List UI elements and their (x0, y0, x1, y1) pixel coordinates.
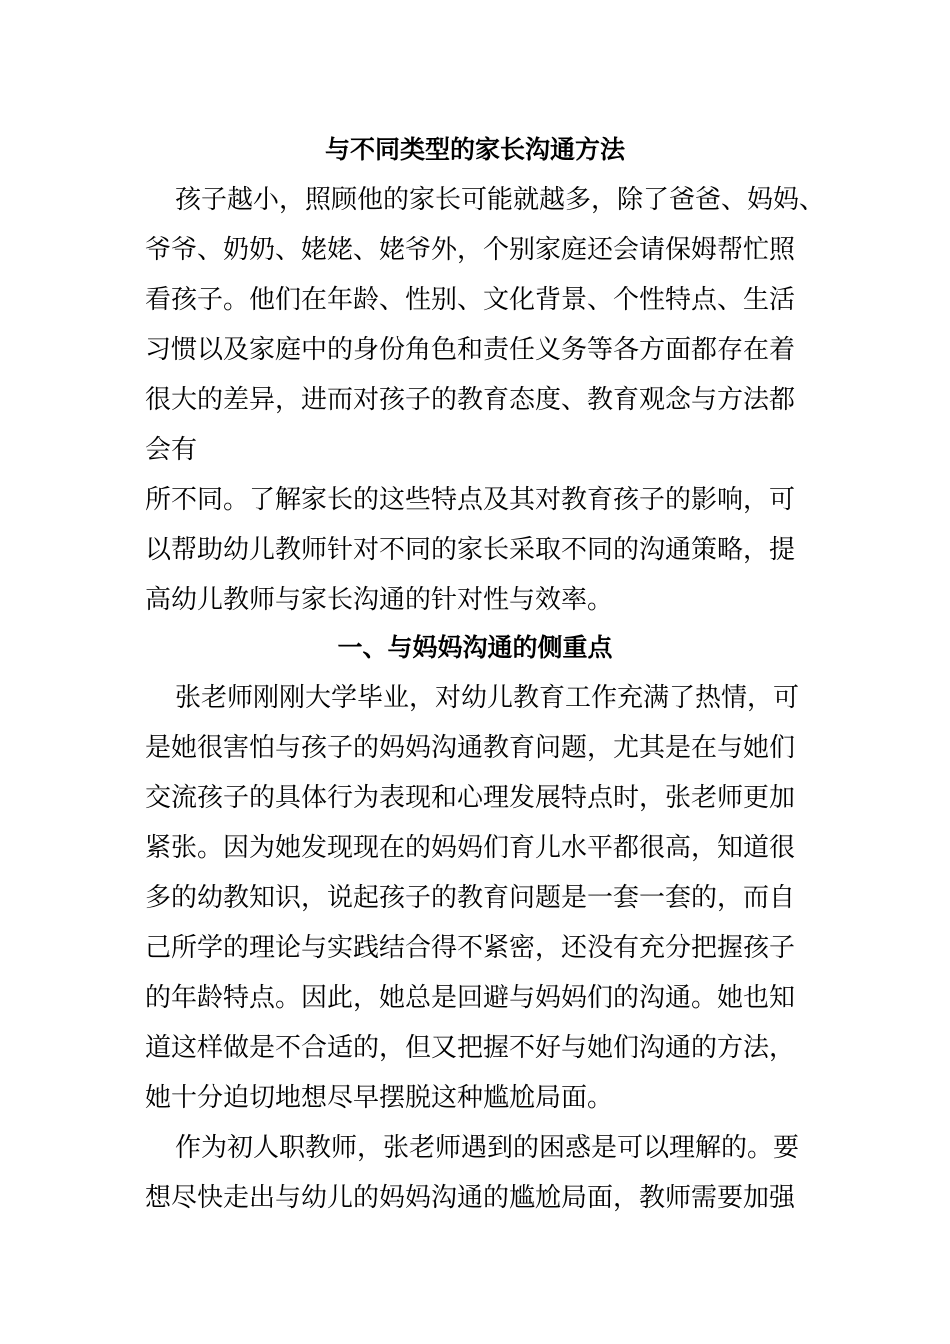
paragraph-line: 是她很害怕与孩子的妈妈沟通教育问题，尤其是在与她们 (145, 733, 796, 763)
intro-line: 会有 (145, 435, 198, 465)
section-heading: 一、与妈妈沟通的侧重点 (337, 633, 613, 662)
paragraph-line: 想尽快走出与幼儿的妈妈沟通的尴尬局面，教师需要加强 (145, 1183, 796, 1213)
intro-line: 看孩子。他们在年龄、性别、文化背景、个性特点、生活 (145, 285, 796, 315)
intro-line: 孩子越小，照顾他的家长可能就越多，除了爸爸、妈妈、 (175, 185, 826, 215)
intro-line: 爷爷、奶奶、姥姥、姥爷外，个别家庭还会请保姆帮忙照 (145, 235, 796, 265)
paragraph-line: 作为初人职教师，张老师遇到的困惑是可以理解的。要 (175, 1133, 800, 1163)
paragraph-line: 道这样做是不合适的，但又把握不好与她们沟通的方法， (145, 1033, 796, 1063)
intro-line: 所不同。了解家长的这些特点及其对教育孩子的影响，可 (145, 485, 796, 515)
paragraph-line: 她十分迫切地想尽早摆脱这种尴尬局面。 (145, 1083, 614, 1113)
intro-line: 高幼儿教师与家长沟通的针对性与效率。 (145, 585, 614, 615)
document-title: 与不同类型的家长沟通方法 (324, 135, 625, 164)
paragraph-line: 紧张。因为她发现现在的妈妈们育儿水平都很高，知道很 (145, 833, 796, 863)
paragraph-line: 的年龄特点。因此，她总是回避与妈妈们的沟通。她也知 (145, 983, 796, 1013)
paragraph-line: 张老师刚刚大学毕业，对幼儿教育工作充满了热情，可 (175, 683, 800, 713)
paragraph-line: 多的幼教知识，说起孩子的教育问题是一套一套的，而自 (145, 883, 796, 913)
intro-line: 以帮助幼儿教师针对不同的家长采取不同的沟通策略，提 (145, 535, 796, 565)
intro-line: 很大的差异，进而对孩子的教育态度、教育观念与方法都 (145, 385, 796, 415)
intro-line: 习惯以及家庭中的身份角色和责任义务等各方面都存在着 (145, 335, 796, 365)
paragraph-line: 己所学的理论与实践结合得不紧密，还没有充分把握孩子 (145, 933, 796, 963)
paragraph-line: 交流孩子的具体行为表现和心理发展特点时，张老师更加 (145, 783, 796, 813)
